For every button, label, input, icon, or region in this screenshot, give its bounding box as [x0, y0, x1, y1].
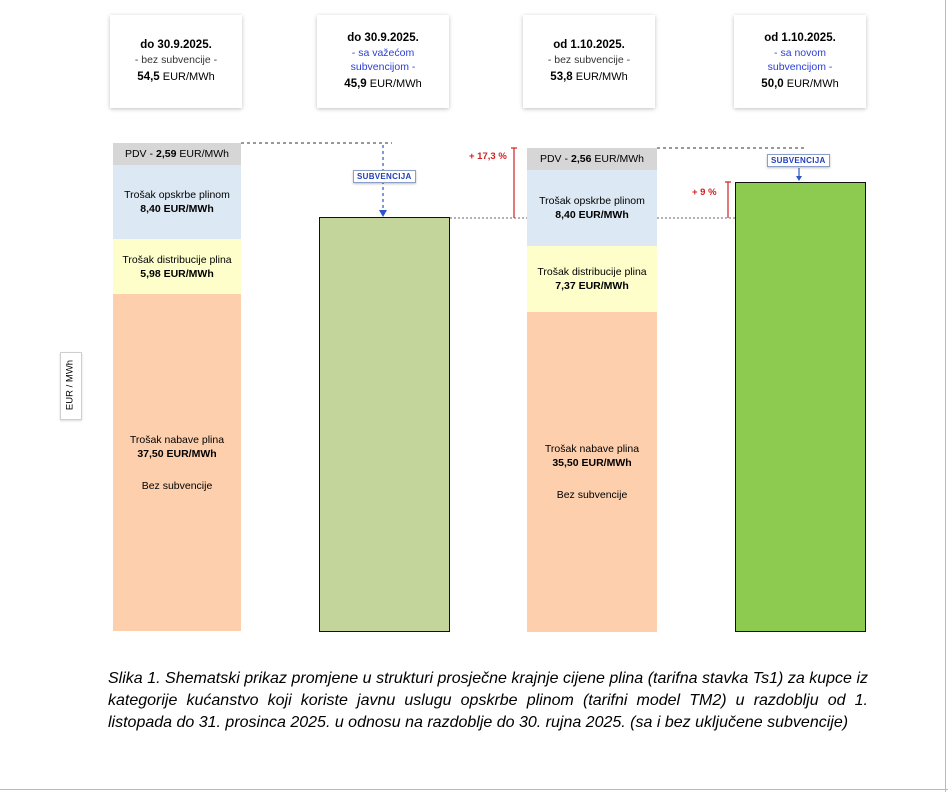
- column-4-subtitle: - sa novom subvencijom -: [767, 47, 833, 73]
- column-2-subtitle: - sa važećom subvencijom -: [350, 47, 416, 73]
- column-3-distribution-label: Trošak distribucije plina: [537, 266, 647, 278]
- column-3-procurement-note: Bez subvencije: [556, 489, 628, 501]
- column-1-procurement-note: Bez subvencije: [141, 479, 213, 492]
- column-2-unit: EUR/MWh: [369, 78, 422, 90]
- column-2-subsidy-label: SUBVENCIJA: [353, 170, 416, 183]
- column-4-subsidy-arrowhead: [796, 176, 802, 181]
- column-3-pdv-value: 2,56: [570, 153, 592, 165]
- column-3-pdv-unit: EUR/MWh: [594, 153, 645, 165]
- column-4-change-label: + 9 %: [692, 187, 717, 198]
- column-1-unit: EUR/MWh: [162, 71, 215, 83]
- column-3-unit: EUR/MWh: [575, 71, 628, 83]
- column-1-procurement-value: 37,50 EUR/MWh: [137, 447, 217, 460]
- column-3-procurement-label: Trošak nabave plina: [544, 443, 640, 455]
- column-1-distribution-value: 5,98 EUR/MWh: [140, 267, 214, 280]
- column-1-total: 54,5: [137, 71, 160, 83]
- column-4-subsidy-label: SUBVENCIJA: [767, 154, 830, 167]
- column-1-pdv-value: 2,59: [155, 148, 177, 160]
- column-1-procurement-label: Trošak nabave plina: [129, 433, 225, 446]
- column-4-unit: EUR/MWh: [786, 78, 839, 90]
- column-2-subsidy-arrowhead: [379, 210, 387, 217]
- column-3-procurement-value: 35,50 EUR/MWh: [552, 457, 632, 469]
- column-1-pdv-label: PDV -: [124, 148, 153, 160]
- column-1-pdv-unit: EUR/MWh: [179, 148, 230, 160]
- column-4-total: 50,0: [761, 78, 784, 90]
- column-2-total: 45,9: [344, 78, 367, 90]
- column-4-date: od 1.10.2025.: [764, 32, 836, 44]
- column-3-total: 53,8: [550, 71, 573, 83]
- column-3-pdv-label: PDV -: [539, 153, 568, 165]
- column-1-supply-label: Trošak opskrbe plinom: [124, 189, 230, 201]
- column-2-date: do 30.9.2025.: [347, 32, 419, 44]
- column-3-supply-value: 8,40 EUR/MWh: [555, 209, 629, 221]
- y-axis-label: EUR / MWh: [64, 359, 76, 411]
- figure-caption: Slika 1. Shematski prikaz promjene u strukturi prosječne krajnje cijene plina (tarifna stavka Ts1) za kupce iz kategorije kućanstvo koji koriste javnu uslugu opskrbe plinom (tarifni model TM2) u razdoblju od 1. listopada do 31. prosinca 2025. u odnosu na razdoblje do 30. rujna 2025. (sa i bez uključene subvencije): [108, 670, 868, 731]
- column-3-supply-label: Trošak opskrbe plinom: [539, 195, 645, 207]
- column-1-distribution-label: Trošak distribucije plina: [122, 253, 232, 266]
- column-3-subtitle: - bez subvencije -: [547, 54, 631, 66]
- column-1-date: do 30.9.2025.: [140, 39, 212, 51]
- column-1-subtitle: - bez subvencije -: [134, 54, 218, 66]
- column-3-change-label: + 17,3 %: [469, 151, 507, 162]
- column-3-date: od 1.10.2025.: [553, 39, 625, 51]
- column-3-distribution-value: 7,37 EUR/MWh: [555, 280, 629, 292]
- column-1-supply-value: 8,40 EUR/MWh: [140, 203, 214, 215]
